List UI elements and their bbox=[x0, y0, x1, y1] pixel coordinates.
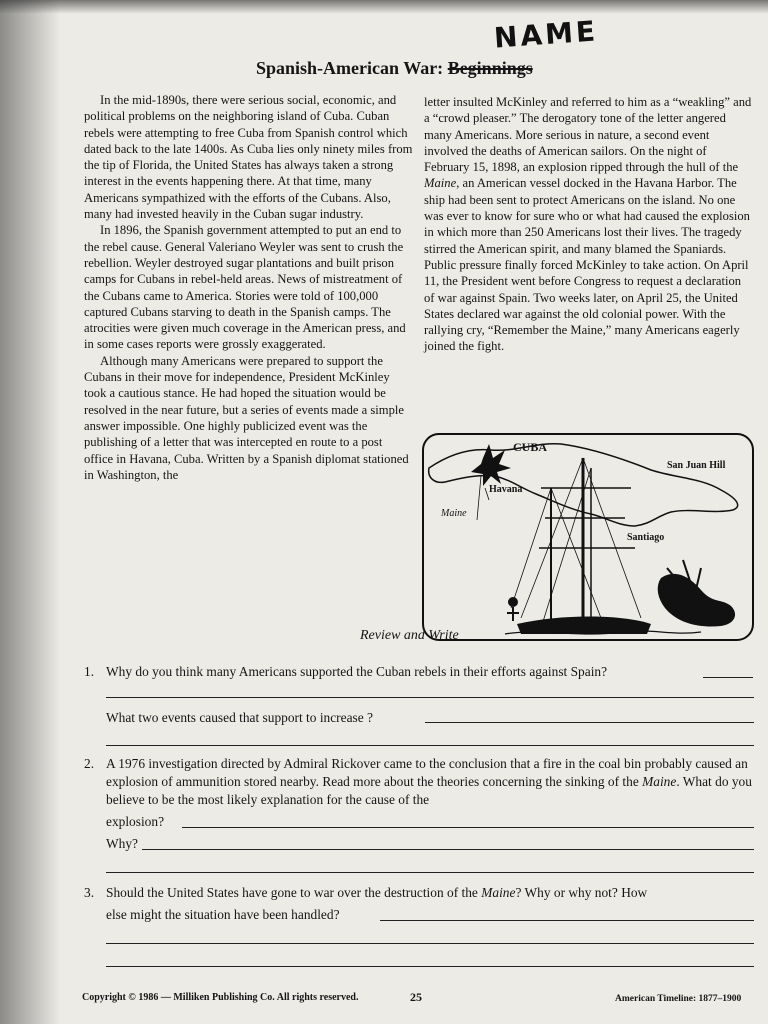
footer-series-title: American Timeline: 1877–1900 bbox=[615, 994, 742, 1004]
ship-name: Maine bbox=[481, 885, 516, 900]
text-run: , an American vessel docked in the Havana Harbor. The ship had been sent to protect Americans on the island. No one was ever to know for sure who or what had caused the explosion in which more than 250 Americans lost their lives. The tragedy stirred the American spirit, and many blamed the Spaniards. Public pressure finally forced McKinley to take action. On April 11, the President went before Congress to request a declaration of war against Spain. Two weeks later, on April 25, the United States declared war against the old colonial power. With the rallying cry, “Remember the Maine,” many Americans eagerly joined the fight. bbox=[424, 176, 750, 354]
scan-edge-shadow bbox=[0, 0, 60, 1024]
answer-line[interactable] bbox=[142, 849, 754, 850]
right-column bbox=[424, 94, 754, 355]
question-2-explosion-label: explosion? bbox=[106, 814, 165, 829]
cuba-map-illustration bbox=[421, 428, 755, 643]
title-struck-word: Beginnings bbox=[447, 58, 533, 78]
answer-line[interactable] bbox=[425, 722, 754, 723]
figure-body bbox=[507, 607, 519, 621]
map-label-san-juan-hill: San Juan Hill bbox=[667, 460, 726, 471]
map-label-santiago: Santiago bbox=[627, 532, 665, 543]
left-column bbox=[84, 92, 414, 483]
ship-yards bbox=[539, 488, 635, 548]
paragraph: In the mid-1890s, there were serious social, economic, and political problems on the neighboring island of Cuba. Cuban rebels were attempting to free Cuba from Spanish control which dated back to the late 1400s. As Cuba lies only ninety miles from the tip of Florida, the United States has always taken a strong interest in the events happening there. At that time, many Americans sympathized with the efforts of the Cubans. Also, many had invested heavily in the Cuban sugar industry. bbox=[84, 93, 413, 222]
text-run: Should the United States have gone to war over the destruction of the bbox=[106, 885, 482, 900]
map-label-maine: Maine bbox=[441, 508, 467, 519]
answer-line[interactable] bbox=[182, 827, 754, 828]
scan-top-shadow bbox=[0, 0, 768, 14]
question-3-number: 3. bbox=[84, 885, 95, 900]
answer-line[interactable] bbox=[106, 745, 754, 746]
paragraph: Although many Americans were prepared to support the Cubans in their move for independence, President McKinley took a cautious stance. He had hoped the situation would be resolved in the near future, but a series of events made a simple answer impossible. One highly publicized event was the publishing of a letter that was intercepted en route to a post office in Havana, Cuba. Written by a Spanish diplomat stationed in Washington, the bbox=[84, 353, 409, 482]
page-title bbox=[256, 58, 533, 79]
text-run: letter insulted McKinley and referred to him as a “weakling” and a “crowd pleaser.” The derogatory tone of the letter angered many Americans. More serious in nature, a second event involved the deaths of American sailors. On the night of February 15, 1898, an explosion ripped through the hull of the bbox=[424, 95, 752, 175]
handwritten-name: NAME bbox=[492, 14, 600, 55]
answer-line[interactable] bbox=[106, 697, 754, 698]
question-2-text bbox=[106, 755, 756, 809]
title-main: Spanish-American War: bbox=[256, 58, 444, 78]
answer-line[interactable] bbox=[380, 920, 754, 921]
figure-head bbox=[508, 597, 518, 607]
footer-copyright: Copyright © 1986 — Milliken Publishing Co. All rights reserved. bbox=[82, 992, 359, 1003]
text-run: . What do you believe to be the most likely explanation for the cause of the bbox=[106, 774, 752, 807]
answer-line[interactable] bbox=[703, 677, 753, 678]
ship-name: Maine bbox=[642, 774, 677, 789]
footer-page-number: 25 bbox=[410, 990, 422, 1004]
question-3-text bbox=[106, 884, 647, 902]
question-2-why-label: Why? bbox=[106, 836, 138, 851]
text-run: ? Why or why not? How bbox=[515, 885, 648, 900]
ship-rigging bbox=[511, 458, 641, 628]
answer-line[interactable] bbox=[106, 943, 754, 944]
text-run: A 1976 investigation directed by Admiral Rickover came to the conclusion that a fire in the coal bin probably caused an explosion of ammunition stored nearby. Read more about the theories concerning the sinking of the bbox=[106, 756, 748, 789]
question-2-number: 2. bbox=[84, 756, 95, 771]
wreckage bbox=[658, 574, 735, 627]
ship-name: Maine bbox=[424, 176, 457, 191]
question-3b-text: else might the situation have been handled? bbox=[106, 907, 340, 922]
question-1-text: Why do you think many Americans supported the Cuban rebels in their efforts against Spain? bbox=[106, 664, 608, 679]
answer-line[interactable] bbox=[106, 872, 754, 873]
question-1-number: 1. bbox=[84, 664, 95, 679]
map-label-havana: Havana bbox=[489, 484, 523, 495]
answer-line[interactable] bbox=[106, 966, 754, 967]
review-heading: Review and Write bbox=[360, 628, 459, 643]
paragraph: In 1896, the Spanish government attempted to put an end to the rebel cause. General Valeriano Weyler was sent to crush the rebellion. Weyler destroyed sugar plantations and built prison camps for Cubans in rebel-held areas. News of mistreatment of the Cubans came to America. Stories were told of 100,000 captured Cubans starving to death in the Spanish camps. The atrocities were given much coverage in the American press, and in some cases reports were grossly exaggerated. bbox=[84, 223, 406, 352]
paragraph bbox=[424, 94, 754, 355]
map-label-cuba: CUBA bbox=[513, 440, 548, 454]
question-1b-text: What two events caused that support to increase ? bbox=[106, 710, 373, 725]
